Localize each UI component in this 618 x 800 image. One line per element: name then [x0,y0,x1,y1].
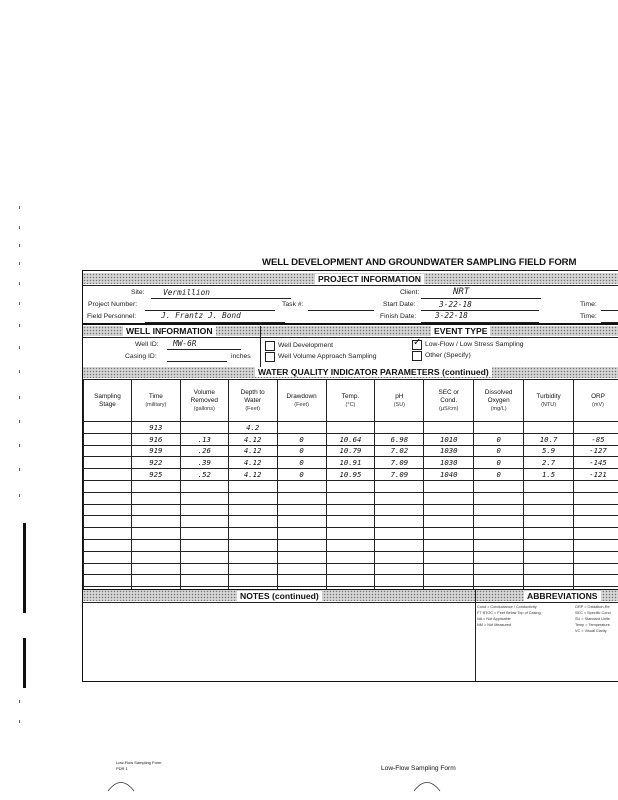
table-cell[interactable] [524,422,574,434]
table-cell[interactable]: .52 [180,469,228,481]
table-cell[interactable]: 0 [277,433,326,445]
table-row [84,469,618,481]
well-id-value[interactable]: MW-6R [173,339,197,348]
table-cell[interactable]: 922 [131,457,180,469]
table-cell[interactable] [574,504,618,516]
table-cell[interactable] [574,422,618,434]
divider [83,337,618,338]
table-cell[interactable] [524,563,574,575]
table-cell[interactable] [474,563,524,575]
table-cell[interactable]: 1040 [424,469,474,481]
column-header-name: Drawdown [286,392,317,400]
table-cell[interactable] [131,480,180,492]
table-cell[interactable]: 7.02 [375,445,424,457]
scan-mark [19,206,20,209]
table-cell[interactable] [131,504,180,516]
table-row [84,504,618,516]
table-cell[interactable] [84,516,132,528]
table-cell[interactable] [524,539,574,551]
table-cell[interactable]: -145 [574,457,618,469]
table-cell[interactable] [131,539,180,551]
scan-mark [19,346,20,349]
table-cell[interactable] [228,492,277,504]
table-cell[interactable] [424,480,474,492]
column-header-unit: (mV) [592,401,604,408]
table-cell[interactable] [84,492,132,504]
table-cell[interactable]: 916 [131,433,180,445]
table-cell[interactable]: 4.12 [228,469,277,481]
table-cell[interactable] [131,575,180,587]
table-cell[interactable] [326,516,375,528]
table-cell[interactable] [326,563,375,575]
footer-left-line2: PDR 1 [116,766,128,771]
form-title: WELL DEVELOPMENT AND GROUNDWATER SAMPLING FIELD FORM [262,257,577,268]
table-cell[interactable] [424,528,474,540]
table-cell[interactable] [375,516,424,528]
event-well-development-label: Well Development [278,342,334,349]
table-cell[interactable] [228,504,277,516]
table-cell[interactable] [474,551,524,563]
table-cell[interactable] [277,480,326,492]
abbr-right-5: VC = Visual Clarity [575,629,607,633]
column-header-unit: (SU) [393,401,406,408]
table-cell[interactable] [524,551,574,563]
table-cell[interactable]: 10.95 [326,469,375,481]
table-cell[interactable] [228,563,277,575]
column-header-unit: (NTU) [541,401,557,408]
table-cell[interactable] [474,539,524,551]
table-cell[interactable] [375,422,424,434]
table-cell[interactable] [424,575,474,587]
abbr-right-3: SU = Standard Units [575,617,610,621]
table-cell[interactable] [180,492,228,504]
client-underline [421,298,541,299]
table-cell[interactable]: 10.79 [326,445,375,457]
table-cell[interactable] [228,551,277,563]
table-cell[interactable]: 6.98 [375,433,424,445]
column-header-name: Temp. [341,392,360,400]
table-cell[interactable] [574,492,618,504]
punch-hole-center [412,776,442,792]
table-cell[interactable] [180,516,228,528]
table-row [84,551,618,563]
table-row [84,422,618,434]
table-cell[interactable] [228,516,277,528]
scan-mark [19,324,20,327]
field-form [82,270,618,682]
table-cell[interactable]: 1010 [424,433,474,445]
scan-mark [19,468,20,471]
table-cell[interactable] [474,492,524,504]
column-header [474,380,524,422]
section-rule [83,323,618,325]
table-cell[interactable] [180,563,228,575]
table-cell[interactable] [524,480,574,492]
table-cell[interactable] [180,551,228,563]
abbr-right-4: Temp = Temperature [575,623,610,627]
table-row [84,528,618,540]
table-cell[interactable] [180,504,228,516]
well-id-underline [167,349,241,350]
abbreviations-header: ABBREVIATIONS [524,591,601,601]
table-cell[interactable]: 0 [474,457,524,469]
task-underline [308,310,374,311]
table-cell[interactable] [574,563,618,575]
casing-id-label: Casing ID: [125,353,157,360]
table-cell[interactable] [277,528,326,540]
table-cell[interactable] [131,528,180,540]
table-cell[interactable] [228,539,277,551]
column-header [375,380,424,422]
scan-mark [19,700,20,703]
column-header [84,380,132,422]
table-cell[interactable] [277,539,326,551]
table-cell[interactable]: 0 [277,445,326,457]
column-header [277,380,326,422]
table-cell[interactable]: 10.7 [524,433,574,445]
table-cell[interactable] [574,575,618,587]
table-cell[interactable]: 4.12 [228,433,277,445]
table-cell[interactable] [424,422,474,434]
event-well-development-checkbox[interactable] [265,341,275,351]
table-cell[interactable] [574,551,618,563]
start-date-value[interactable]: 3-22-18 [439,300,472,309]
table-cell[interactable] [84,433,132,445]
table-cell[interactable]: 919 [131,445,180,457]
table-cell[interactable]: 1030 [424,445,474,457]
table-cell[interactable] [180,480,228,492]
table-cell[interactable] [524,504,574,516]
table-cell[interactable] [574,528,618,540]
time-label-2: Time: [580,313,597,320]
table-cell[interactable] [375,539,424,551]
table-cell[interactable] [375,492,424,504]
table-cell[interactable] [180,422,228,434]
site-underline [151,298,291,299]
column-header [180,380,228,422]
binding-mark [23,638,26,688]
table-cell[interactable] [277,422,326,434]
table-cell[interactable] [375,480,424,492]
table-cell[interactable] [375,563,424,575]
scan-mark [19,396,20,399]
column-header [131,380,180,422]
column-header-unit: (gallons) [193,405,215,412]
table-cell[interactable] [375,551,424,563]
table-row [84,445,618,457]
table-cell[interactable] [524,575,574,587]
notes-header: NOTES (continued) [237,591,322,601]
footer-left-line1: Low-Flow Sampling Form [116,760,162,765]
table-cell[interactable] [84,469,132,481]
table-cell[interactable]: 7.09 [375,469,424,481]
table-cell[interactable]: 0 [277,457,326,469]
table-row [84,492,618,504]
table-row [84,563,618,575]
table-row [84,433,618,445]
event-type-header: EVENT TYPE [431,326,490,336]
table-cell[interactable] [84,504,132,516]
table-cell[interactable] [131,516,180,528]
column-header [524,380,574,422]
table-cell[interactable] [277,575,326,587]
table-cell[interactable]: 0 [474,445,524,457]
table-cell[interactable] [326,422,375,434]
scan-mark [19,302,20,305]
table-cell[interactable] [524,516,574,528]
table-cell[interactable]: 10.91 [326,457,375,469]
table-cell[interactable] [375,528,424,540]
site-label: Site: [131,289,145,296]
abbr-left-2: FT BTOC = Feet Below Top of Casing [477,611,541,615]
start-date-label: Start Date: [383,301,416,308]
table-cell[interactable] [424,551,474,563]
table-cell[interactable] [424,563,474,575]
scan-mark [19,262,20,265]
table-row [84,480,618,492]
column-header-name: ORP [591,392,605,400]
table-cell[interactable] [228,480,277,492]
divider [83,285,618,286]
footer-center: Low-Flow Sampling Form [381,765,456,772]
table-cell[interactable] [84,563,132,575]
table-row [84,575,618,587]
project-number-label: Project Number: [88,301,138,308]
scan-mark [19,720,20,723]
table-cell[interactable]: 0 [474,433,524,445]
table-cell[interactable] [84,445,132,457]
table-cell[interactable] [180,575,228,587]
finish-date-label: Finish Date: [380,313,417,320]
casing-id-unit: inches [231,353,251,360]
abbr-left-1: Cond = Conductance / Conductivity [477,605,537,609]
project-info-header: PROJECT INFORMATION [315,274,424,284]
table-cell[interactable] [84,528,132,540]
table-cell[interactable]: 7.09 [375,457,424,469]
event-well-volume-checkbox[interactable] [265,352,275,362]
table-cell[interactable]: 0 [277,469,326,481]
table-cell[interactable] [574,539,618,551]
table-cell[interactable] [228,575,277,587]
scan-mark [19,226,20,229]
table-cell[interactable] [524,492,574,504]
column-header-unit: (military) [145,401,167,408]
field-personnel-label: Field Personnel: [87,313,137,320]
punch-hole-left [106,776,136,792]
table-cell[interactable]: -127 [574,445,618,457]
event-other-checkbox[interactable] [412,351,422,361]
column-header [574,380,618,422]
binding-mark [23,523,26,613]
table-cell[interactable]: 4.12 [228,445,277,457]
abbr-right-1: ORP = Oxidation-Re [575,605,610,609]
table-cell[interactable] [277,551,326,563]
table-cell[interactable] [375,575,424,587]
column-header-name: Turbidity [536,392,561,400]
table-cell[interactable]: 4.2 [228,422,277,434]
table-cell[interactable] [131,492,180,504]
client-label: Client: [400,289,420,296]
abbr-left-3: NA = Not Applicable [477,617,511,621]
event-low-flow-checkbox[interactable] [412,340,422,350]
table-cell[interactable] [277,563,326,575]
table-cell[interactable] [131,563,180,575]
abbr-left-4: NM = Not Measured [477,623,512,627]
table-cell[interactable]: -85 [574,433,618,445]
table-row [84,539,618,551]
table-cell[interactable]: 4.12 [228,457,277,469]
table-cell[interactable] [84,422,132,434]
column-header-name: Volume Removed [190,388,218,404]
client-value[interactable]: NRT [453,287,470,297]
scan-mark [19,494,20,497]
table-row [84,457,618,469]
column-header [228,380,277,422]
table-cell[interactable] [228,528,277,540]
table-cell[interactable]: .26 [180,445,228,457]
table-cell[interactable]: 2.7 [524,457,574,469]
table-cell[interactable]: 1030 [424,457,474,469]
table-cell[interactable] [326,528,375,540]
table-row [84,516,618,528]
event-well-volume-label: Well Volume Approach Sampling [278,353,377,360]
table-cell[interactable] [277,492,326,504]
table-cell[interactable] [84,457,132,469]
table-cell[interactable] [474,516,524,528]
table-cell[interactable]: 10.64 [326,433,375,445]
water-quality-header: WATER QUALITY INDICATOR PARAMETERS (continued) [255,367,492,377]
table-cell[interactable] [326,551,375,563]
column-header-name: pH [395,392,404,400]
column-header-name: Sampling Stage [94,392,121,408]
table-cell[interactable] [84,551,132,563]
scan-mark [19,420,20,423]
column-header-unit: (Feet) [245,405,260,412]
scan-mark [19,282,20,285]
table-cell[interactable] [277,504,326,516]
notes-area[interactable] [87,605,471,679]
finish-date-value[interactable]: 3-22-18 [435,311,468,320]
column-divider [475,590,476,681]
scan-mark [19,370,20,373]
scan-mark [19,244,20,247]
event-low-flow-label: Low-Flow / Low Stress Sampling [425,341,524,348]
table-cell[interactable] [326,504,375,516]
field-personnel-value[interactable]: J. Frantz J. Bond [161,311,241,320]
table-cell[interactable]: 5.9 [524,445,574,457]
table-cell[interactable] [326,480,375,492]
table-cell[interactable] [131,551,180,563]
table-cell[interactable]: .13 [180,433,228,445]
event-other-label: Other (Specify) [425,352,471,359]
table-cell[interactable]: 913 [131,422,180,434]
column-header-unit: (mg/L) [490,405,507,412]
table-cell[interactable] [474,504,524,516]
column-header-unit: (Feet) [294,401,309,408]
table-cell[interactable] [424,516,474,528]
table-cell[interactable] [424,504,474,516]
table-cell[interactable] [180,528,228,540]
column-header-name: SEC or Cond. [438,388,460,404]
divider [83,602,618,603]
table-cell[interactable]: 1.5 [524,469,574,481]
column-header-name: Depth to Water [240,388,265,404]
well-id-label: Well ID: [135,341,159,348]
table-cell[interactable] [424,539,474,551]
table-cell[interactable] [84,480,132,492]
table-cell[interactable] [474,528,524,540]
column-header [326,380,375,422]
column-header-unit: (µS/cm) [439,405,459,412]
task-label: Task #: [282,301,304,308]
column-header-unit: (°C) [345,401,356,408]
table-cell[interactable]: -121 [574,469,618,481]
table-cell[interactable] [574,516,618,528]
table-cell[interactable] [574,480,618,492]
column-divider [260,326,261,368]
table-cell[interactable] [524,528,574,540]
table-cell[interactable] [474,480,524,492]
table-cell[interactable] [375,504,424,516]
table-cell[interactable]: 925 [131,469,180,481]
site-value[interactable]: Vermillion [163,288,210,297]
table-cell[interactable] [84,575,132,587]
well-info-header: WELL INFORMATION [123,326,216,336]
table-cell[interactable]: 0 [474,469,524,481]
table-cell[interactable] [180,539,228,551]
table-cell[interactable] [277,516,326,528]
table-cell[interactable] [474,575,524,587]
table-cell[interactable] [326,575,375,587]
table-cell[interactable] [326,539,375,551]
table-cell[interactable] [84,539,132,551]
column-header-name: Time [148,392,163,400]
column-header [424,380,474,422]
table-cell[interactable] [424,492,474,504]
table-cell[interactable] [326,492,375,504]
table-cell[interactable] [474,422,524,434]
table-cell[interactable]: .39 [180,457,228,469]
time-underline [601,310,618,311]
water-quality-table [83,379,618,599]
scan-mark [19,444,20,447]
time-label: Time: [580,301,597,308]
abbr-right-2: SEC = Specific Cond [575,611,611,615]
column-header-name: Dissolved Oxygen [484,388,513,404]
casing-id-underline [167,361,227,362]
